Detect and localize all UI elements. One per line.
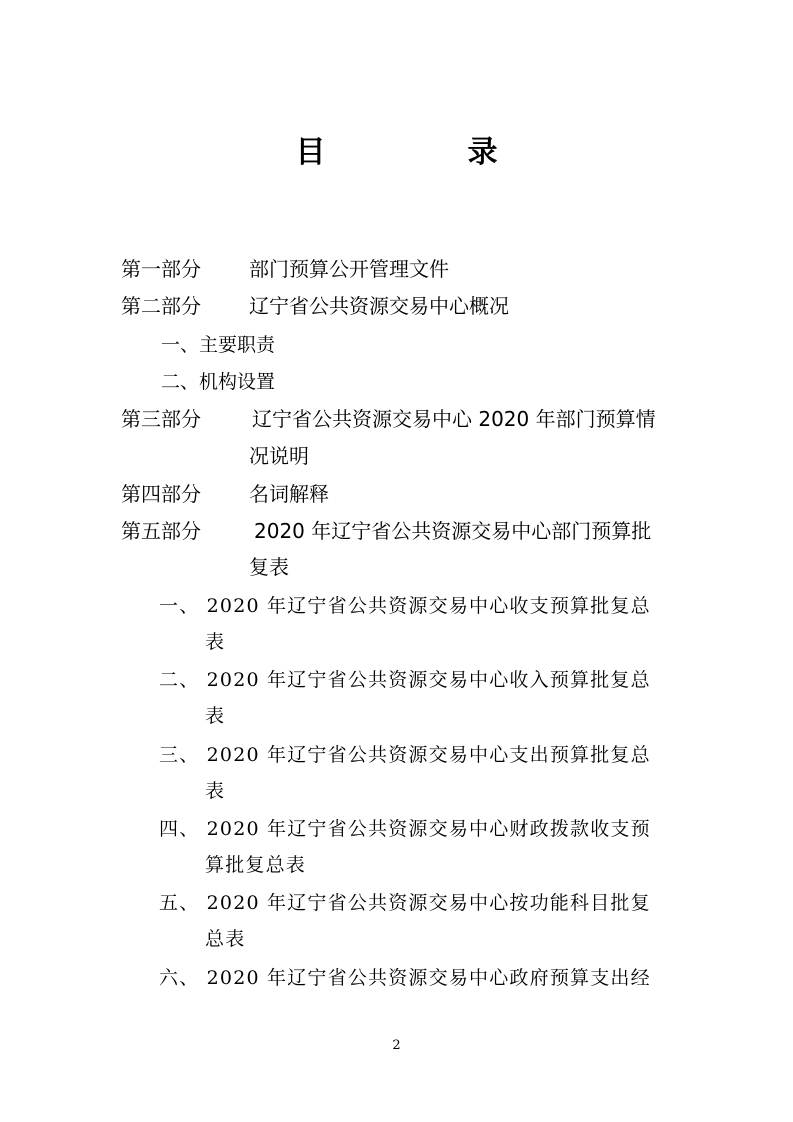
toc-item: 四、 2020 年辽宁省公共资源交易中心财政拨款收支预 (159, 818, 651, 840)
toc-item-continuation: 总表 (205, 928, 246, 950)
toc-part-continuation: 况说明 (249, 444, 309, 468)
page-title: 目 录 (295, 135, 554, 170)
toc-part-5 (121, 517, 652, 545)
toc-part-text: 2020 年辽宁省公共资源交易中心部门预算批 (254, 519, 652, 543)
toc-part-label: 第四部分 (121, 482, 201, 506)
toc-part-2 (121, 292, 509, 320)
toc-part-text: 辽宁省公共资源交易中心概况 (249, 294, 509, 318)
toc-part-label: 第二部分 (121, 294, 201, 318)
toc-part-3 (121, 405, 656, 433)
toc-item-continuation: 表 (205, 780, 226, 802)
toc-part-1 (121, 255, 449, 283)
toc-part-text: 部门预算公开管理文件 (249, 257, 449, 281)
toc-part-continuation: 复表 (249, 555, 289, 579)
page-number: 2 (392, 1038, 401, 1053)
toc-subsection: 一、主要职责 (161, 334, 276, 356)
toc-part-label: 第三部分 (121, 407, 201, 431)
toc-item: 六、 2020 年辽宁省公共资源交易中心政府预算支出经 (159, 967, 651, 989)
toc-item-continuation: 表 (205, 631, 226, 653)
toc-item-continuation: 表 (205, 705, 226, 727)
toc-part-label: 第一部分 (121, 257, 201, 281)
toc-item: 一、 2020 年辽宁省公共资源交易中心收支预算批复总 (159, 595, 651, 617)
toc-part-text: 辽宁省公共资源交易中心 2020 年部门预算情 (252, 407, 656, 431)
toc-item-continuation: 算批复总表 (205, 854, 307, 876)
toc-item: 二、 2020 年辽宁省公共资源交易中心收入预算批复总 (159, 669, 651, 691)
toc-part-text: 名词解释 (249, 482, 329, 506)
toc-subsection: 二、机构设置 (161, 371, 276, 393)
toc-part-4 (121, 480, 329, 508)
toc-item: 五、 2020 年辽宁省公共资源交易中心按功能科目批复 (159, 892, 651, 914)
toc-part-label: 第五部分 (121, 519, 201, 543)
toc-item: 三、 2020 年辽宁省公共资源交易中心支出预算批复总 (159, 744, 651, 766)
